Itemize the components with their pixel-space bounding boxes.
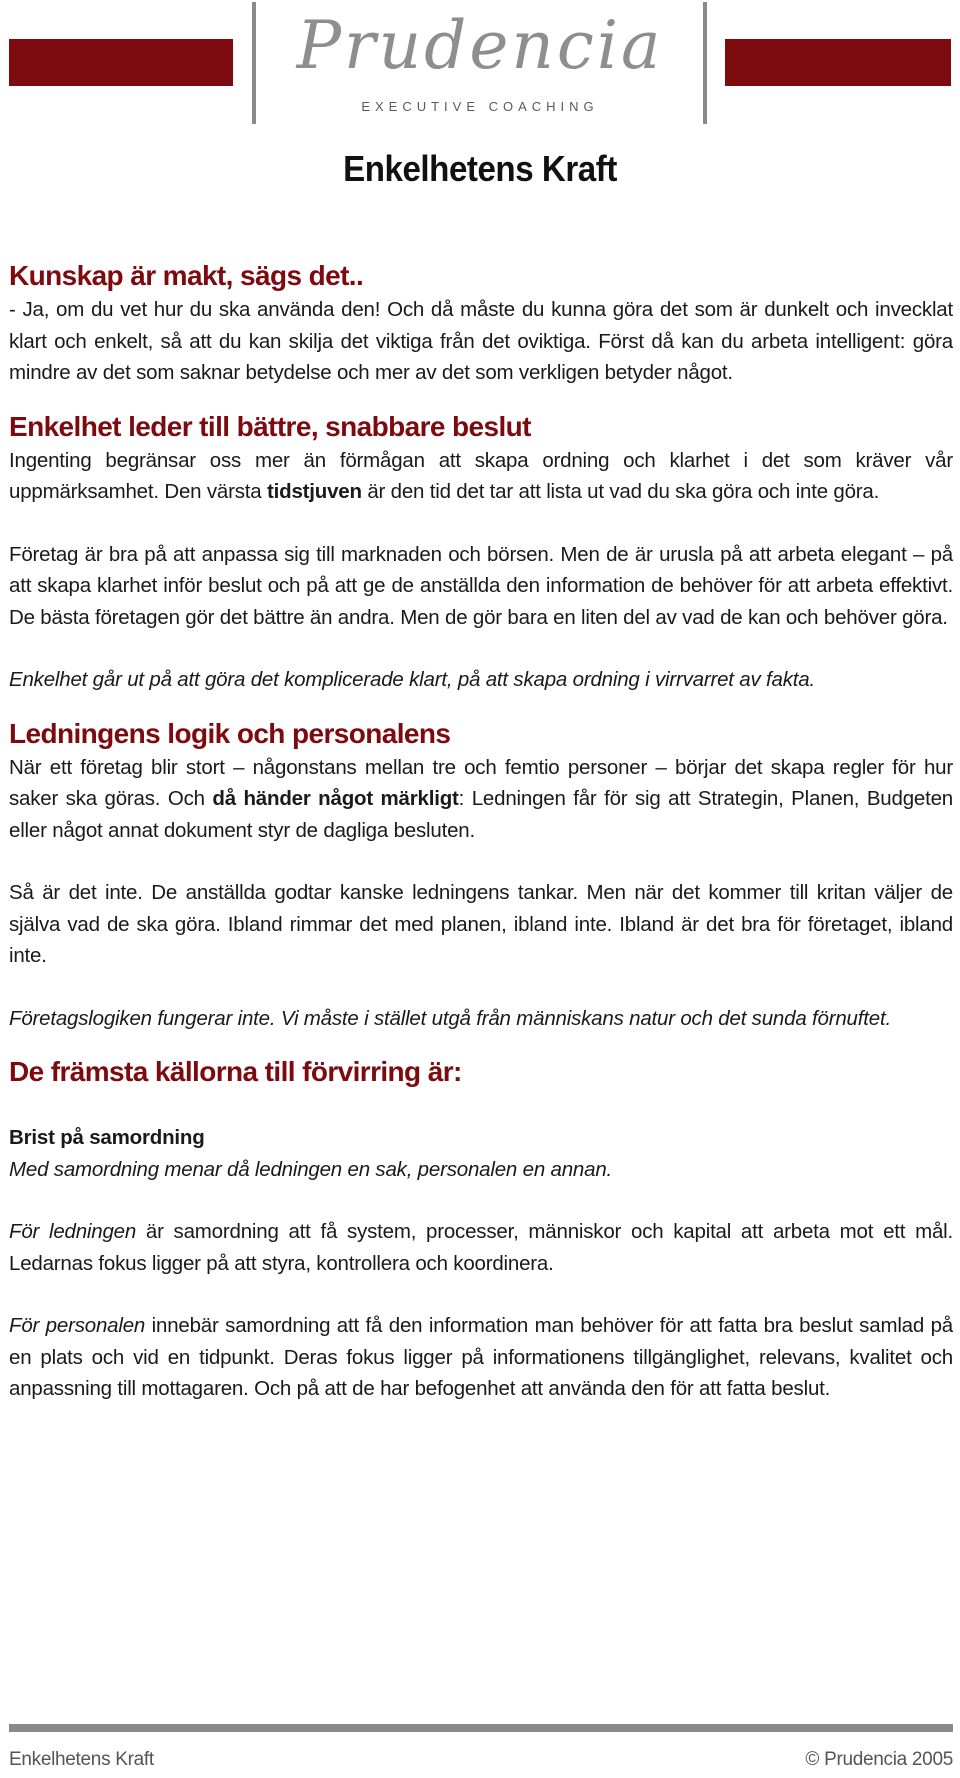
logo-wordmark: Prudencia: [296, 7, 664, 84]
logo-divider-right: [703, 2, 707, 124]
paragraph: - Ja, om du vet hur du ska använda den! Och då måste du kunna göra det som är dunkelt och invecklat klart och enkelt, så att du kan skilja det viktiga från det oviktiga. Först då kan du arbeta intelligent: göra mindre av det som saknar betydelse och mer av det som verkligen betyder något.: [9, 298, 953, 384]
paragraph: Så är det inte. De anställda godtar kanske ledningens tankar. Men när det kommer till kritan väljer de själva vad de ska göra. Ibland rimmar det med planen, ibland inte. Ibland är det bra för företaget, ibland inte.: [9, 881, 953, 967]
paragraph: När ett företag blir stort – någonstans mellan tre och femtio personer – börjar det skapa regler för hur saker ska göras. Och då händer något märkligt: Ledningen får för sig att Strategin, Planen, Budgeten eller något annat dokument styr de dagliga besluten.: [9, 755, 954, 842]
italic-paragraph: Företagslogiken fungerar inte. Vi måste i stället utgå från människans natur och det sunda förnuftet.: [9, 1006, 891, 1030]
header-bar-right: [725, 39, 951, 86]
italic-paragraph: Med samordning menar då ledningen en sak, personalen en annan.: [9, 1157, 613, 1181]
bold-emphasis: då händer något märkligt: [212, 787, 459, 810]
paragraph: Företag är bra på att anpassa sig till marknaden och börsen. Men de är urusla på att arbeta elegant – på att skapa klarhet inför beslut och på att ge de anställda den information de behöver för att arbeta effektivt. De bästa företagen gör det bättre än andra. Men de gör bara en liten del av vad de kan och behöver göra.: [9, 542, 953, 629]
logo-tagline: EXECUTIVE COACHING: [361, 99, 599, 114]
document-title: Enkelhetens Kraft: [343, 148, 617, 189]
bold-emphasis: tidstjuven: [267, 480, 362, 503]
logo-divider-left: [252, 2, 256, 124]
footer-copyright: © Prudencia 2005: [805, 1749, 953, 1770]
footer-title: Enkelhetens Kraft: [9, 1749, 154, 1770]
paragraph: För personalen innebär samordning att få den information man behöver för att fatta bra beslut samlad på en plats och vid en tidpunkt. Deras fokus ligger på informationens tillgänglighet, relevans, kvalitet och anpassning till mottagaren. Och på att de har befogenhet att använda den för att fatta beslut.: [9, 1314, 953, 1400]
section-heading-simplicity: Enkelhet leder till bättre, snabbare beslut: [9, 410, 531, 442]
subheading-coordination: Brist på samordning: [9, 1126, 205, 1149]
document-body: [9, 258, 953, 1405]
header-bar-left: [9, 39, 233, 86]
document-header: [0, 0, 960, 130]
section-heading-confusion: De främsta källorna till förvirring är:: [9, 1056, 462, 1087]
footer-divider: [9, 1724, 953, 1732]
section-heading-logic: Ledningens logik och personalens: [9, 717, 451, 749]
paragraph: Ingenting begränsar oss mer än förmågan att skapa ordning och klarhet i det som kräver vår uppmärksamhet. Den värsta tidstjuven är den tid det tar att lista ut vad du ska göra och inte göra.: [9, 448, 953, 503]
section-heading-knowledge: Kunskap är makt, sägs det..: [9, 260, 364, 291]
italic-paragraph: Enkelhet går ut på att göra det komplicerade klart, på att skapa ordning i virrvarret av fakta.: [9, 668, 815, 691]
paragraph: För ledningen är samordning att få system, processer, människor och kapital att arbeta mot ett mål. Ledarnas fokus ligger på att styra, kontrollera och koordinera.: [9, 1220, 954, 1275]
